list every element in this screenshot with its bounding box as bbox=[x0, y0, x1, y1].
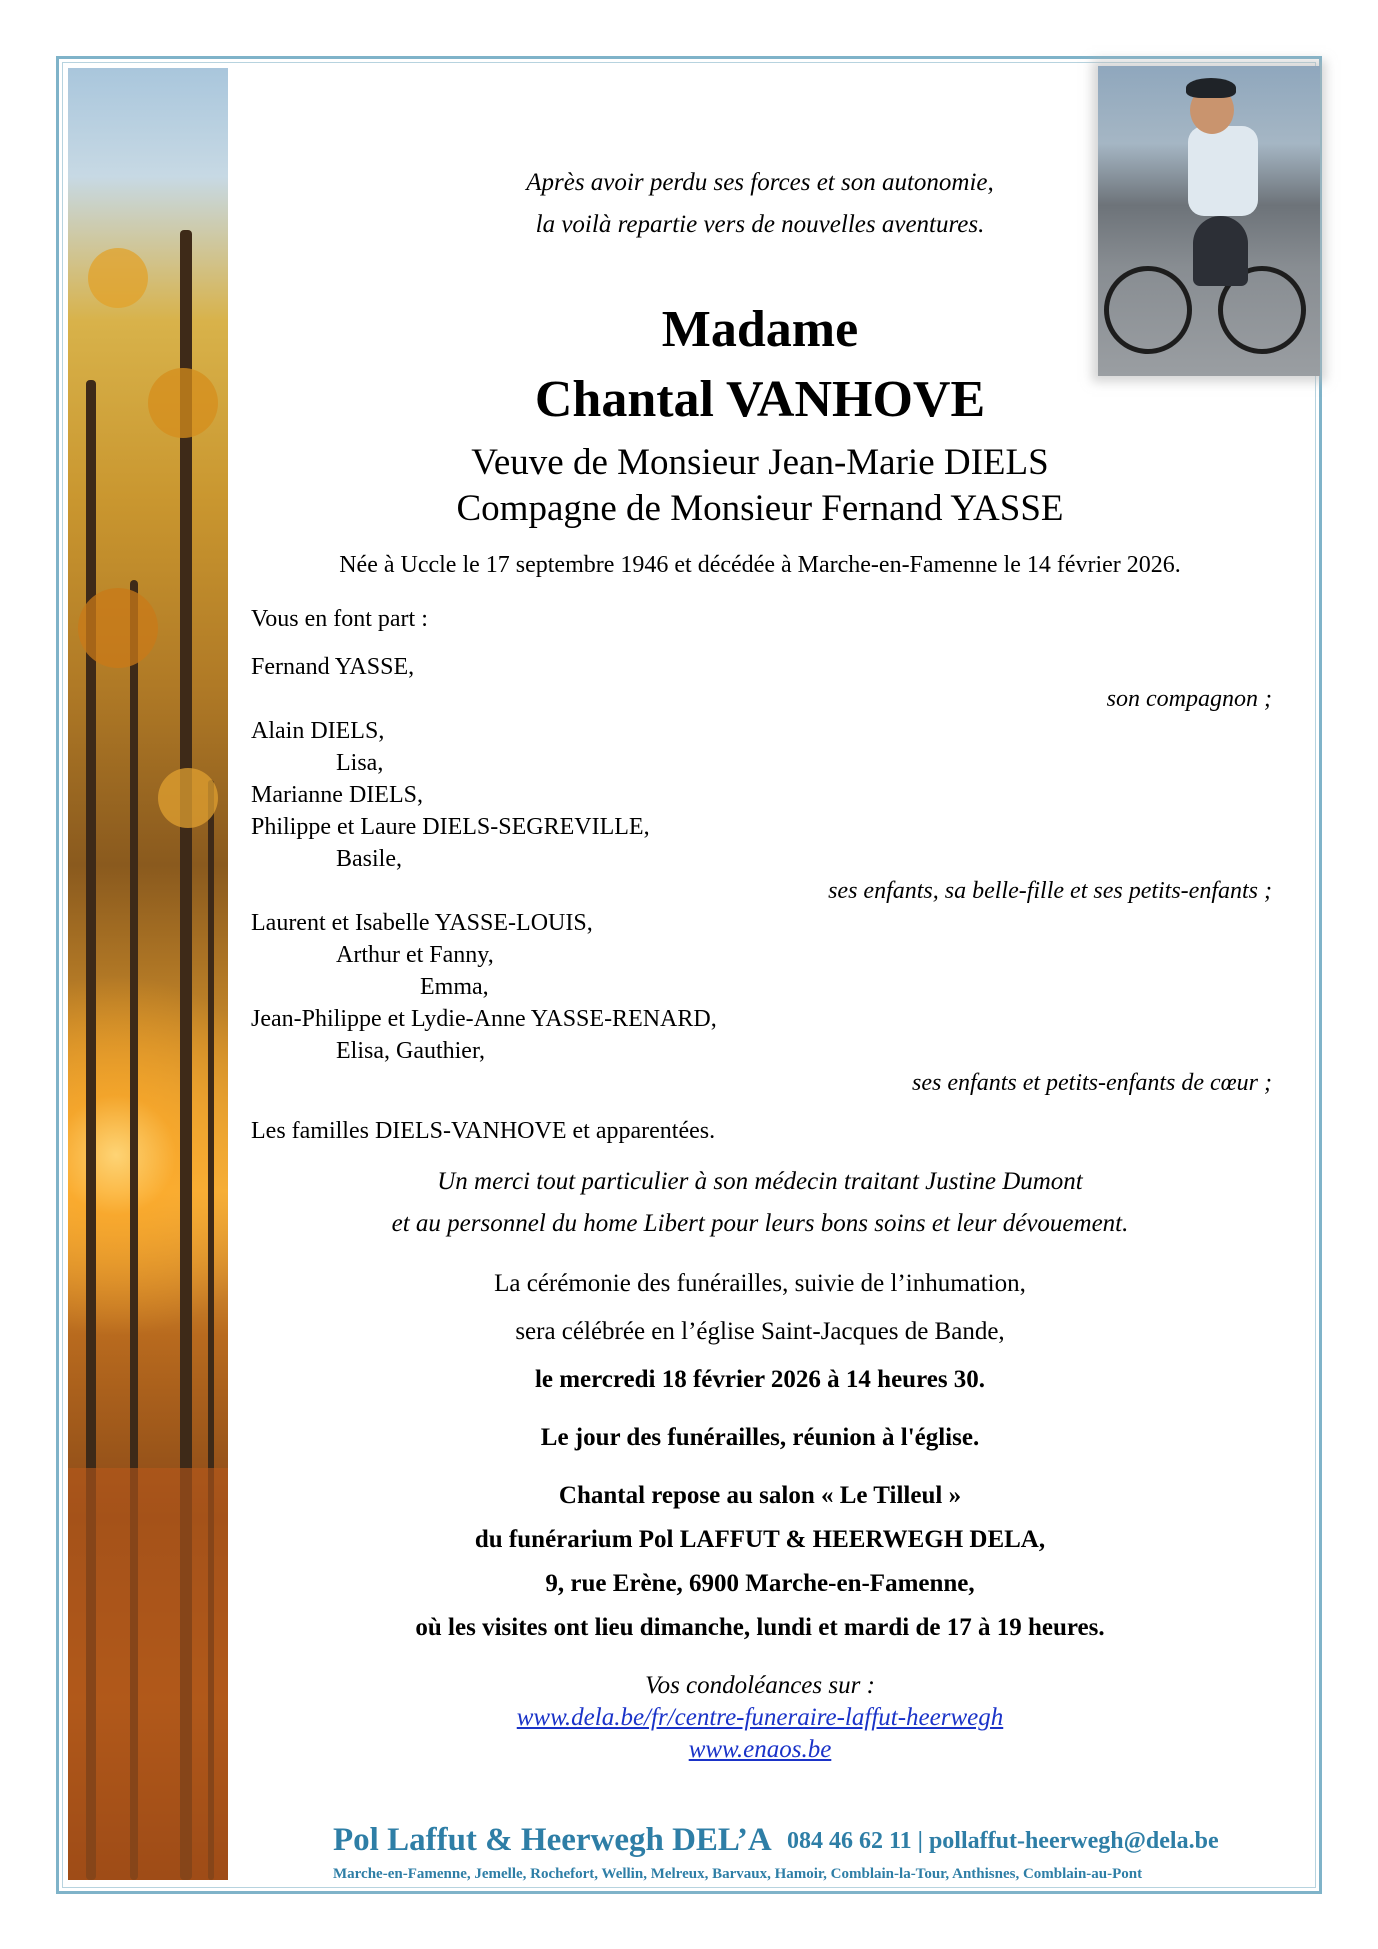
deceased-name: Chantal VANHOVE bbox=[534, 371, 986, 428]
family-member: Alain DIELS, bbox=[251, 718, 385, 744]
family-member: Arthur et Fanny, bbox=[336, 942, 494, 968]
family-member: Jean-Philippe et Lydie-Anne YASSE-RENARD, bbox=[251, 1006, 717, 1032]
family-member: Elisa, Gauthier, bbox=[336, 1038, 485, 1064]
thanks-line-2: et au personnel du home Libert pour leurs bons soins et leur dévouement. bbox=[391, 1210, 1129, 1237]
leaves bbox=[148, 368, 218, 438]
meeting-note: Le jour des funérailles, réunion à l'église. bbox=[540, 1424, 980, 1451]
relation-label: son compagnon ; bbox=[1106, 686, 1272, 712]
rest-line-2: du funérarium Pol LAFFUT & HEERWEGH DELA, bbox=[474, 1526, 1046, 1553]
family-member: Marianne DIELS, bbox=[251, 782, 423, 808]
family-member: Basile, bbox=[336, 846, 402, 872]
family-member: Emma, bbox=[420, 974, 489, 1000]
birth-death-line: Née à Uccle le 17 septembre 1946 et décédée à Marche-en-Famenne le 14 février 2026. bbox=[339, 552, 1181, 578]
relation-label: ses enfants, sa belle-fille et ses petits-enfants ; bbox=[828, 878, 1272, 904]
companion-line: Compagne de Monsieur Fernand YASSE bbox=[456, 488, 1064, 529]
family-member: Laurent et Isabelle YASSE-LOUIS, bbox=[251, 910, 593, 936]
funeral-home-logo: Pol Laffut & Heerwegh DEL’A bbox=[333, 1822, 772, 1858]
rider-helmet bbox=[1186, 78, 1236, 98]
condolences-link-dela[interactable]: www.dela.be/fr/centre-funeraire-laffut-heerwegh bbox=[516, 1704, 1004, 1731]
funeral-home-locations: Marche-en-Famenne, Jemelle, Rochefort, Wellin, Melreux, Barvaux, Hamoir, Comblain-la-Tour, Anthisnes, Comblain-au-Pont bbox=[333, 1866, 1143, 1882]
ceremony-datetime: le mercredi 18 février 2026 à 14 heures 30. bbox=[534, 1366, 986, 1393]
condolences-label: Vos condoléances sur : bbox=[645, 1672, 875, 1699]
fallen-leaves bbox=[68, 1468, 228, 1880]
intro-line-1: Après avoir perdu ses forces et son autonomie, bbox=[526, 169, 994, 196]
announcement-intro: Vous en font part : bbox=[251, 606, 428, 632]
condolences-link-enaos[interactable]: www.enaos.be bbox=[688, 1736, 832, 1763]
intro-line-2: la voilà repartie vers de nouvelles aventures. bbox=[535, 211, 985, 238]
rest-line-3: 9, rue Erène, 6900 Marche-en-Famenne, bbox=[545, 1570, 975, 1597]
rest-line-1: Chantal repose au salon « Le Tilleul » bbox=[558, 1482, 962, 1509]
ceremony-line-1: La cérémonie des funérailles, suivie de l’inhumation, bbox=[494, 1270, 1026, 1297]
funeral-home-contact: 084 46 62 11 | pollaffut-heerwegh@dela.be bbox=[787, 1828, 1219, 1854]
leaves bbox=[78, 588, 158, 668]
condolences-link-enaos-wrap bbox=[250, 1736, 1270, 1764]
family-member: Fernand YASSE, bbox=[251, 654, 415, 680]
relation-label: ses enfants et petits-enfants de cœur ; bbox=[912, 1070, 1272, 1096]
intro-quote bbox=[250, 162, 1270, 246]
widow-line: Veuve de Monsieur Jean-Marie DIELS bbox=[471, 442, 1049, 483]
condolences-link-dela-wrap bbox=[250, 1704, 1270, 1732]
extended-families: Les familles DIELS-VANHOVE et apparentées. bbox=[251, 1118, 716, 1144]
thanks-line-1: Un merci tout particulier à son médecin traitant Justine Dumont bbox=[437, 1168, 1083, 1195]
leaves bbox=[158, 768, 218, 828]
autumn-forest-image bbox=[68, 68, 228, 1880]
leaves bbox=[88, 248, 148, 308]
rest-line-4: où les visites ont lieu dimanche, lundi et mardi de 17 à 19 heures. bbox=[415, 1614, 1105, 1641]
ceremony-line-2: sera célébrée en l’église Saint-Jacques de Bande, bbox=[515, 1318, 1005, 1345]
family-member: Philippe et Laure DIELS-SEGREVILLE, bbox=[251, 814, 650, 840]
family-member: Lisa, bbox=[336, 750, 384, 776]
honorific: Madame bbox=[661, 301, 859, 358]
